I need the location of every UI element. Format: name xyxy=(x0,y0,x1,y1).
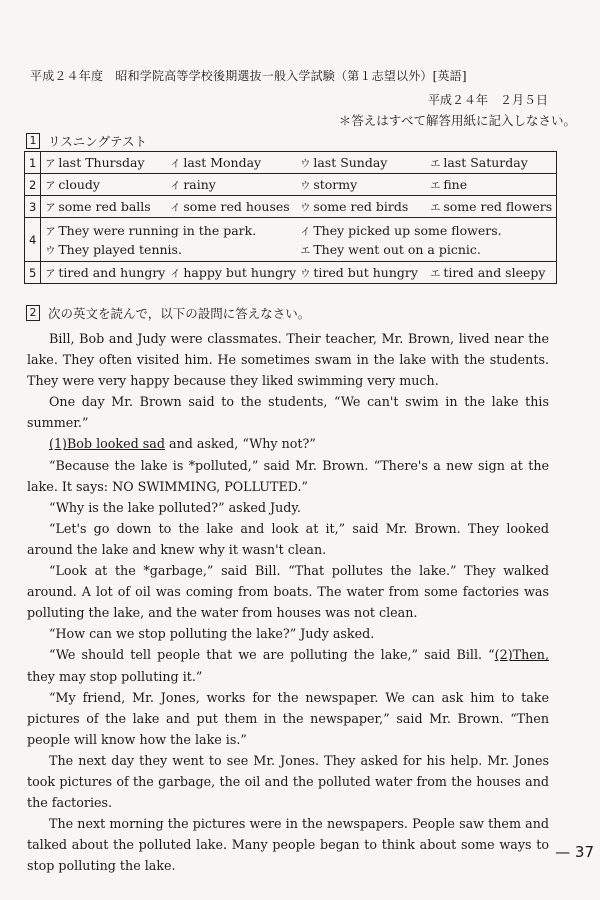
paragraph: (1)Bob looked sad and asked, “Why not?” xyxy=(49,436,316,452)
paragraph: “My friend, Mr. Jones, works for the newspaper. We can ask him to take pictures of the lake and put them in the newspaper,” said Mr. Brown. “Then people will know how the lake is.” xyxy=(27,689,549,747)
page-number: — 37 xyxy=(555,843,594,861)
question-number: 2 xyxy=(25,174,41,196)
paragraph: “Because the lake is *polluted,” said Mr. Brown. “There's a new sign at the lake. It says: NO SWIMMING, POLLUTED.” xyxy=(27,457,549,494)
section-1-heading xyxy=(26,132,147,150)
choice-a: ア tired and hungry xyxy=(45,265,166,280)
section-number-box: 2 xyxy=(26,305,40,321)
table-row xyxy=(25,262,557,284)
choice-a: ア some red balls xyxy=(45,199,151,214)
listening-choices-table xyxy=(24,151,557,284)
table-row xyxy=(25,174,557,196)
table-row xyxy=(25,218,557,262)
choice-c: ウ stormy xyxy=(300,177,358,192)
paragraph: “Look at the *garbage,” said Bill. “That pollutes the lake.” They walked around. A lot of oil was coming from boats. The water from some factories was polluting the lake, and the water from houses was not clean. xyxy=(27,563,549,621)
section-2-heading xyxy=(26,304,310,322)
paragraph: “We should tell people that we are polluting the lake,” said Bill. “(2)Then, they may stop polluting it.” xyxy=(27,647,549,684)
choice-c: ウ tired but hungry xyxy=(300,265,418,280)
choice-a: ア last Thursday xyxy=(45,155,145,170)
section-title: リスニングテスト xyxy=(48,134,148,149)
choice-d: エ last Saturday xyxy=(430,155,528,170)
choice-a: ア cloudy xyxy=(45,177,100,192)
question-number: 3 xyxy=(25,196,41,218)
question-number: 4 xyxy=(25,218,41,262)
exam-instruction: ＊答えはすべて解答用紙に記入しなさい。 xyxy=(338,113,576,128)
choice-c: ウ some red birds xyxy=(300,199,409,214)
choice-d: エ fine xyxy=(430,177,468,192)
choice-b: イ rainy xyxy=(170,177,216,192)
choice-b: イ They picked up some flowers. xyxy=(300,222,502,238)
choice-b: イ some red houses xyxy=(170,199,290,214)
underlined-phrase-2: (2)Then, xyxy=(494,647,549,663)
underlined-phrase-1: (1)Bob looked sad xyxy=(49,436,165,452)
choice-b: イ last Monday xyxy=(170,155,262,170)
table-row xyxy=(25,196,557,218)
choice-d: エ They went out on a picnic. xyxy=(300,241,481,257)
exam-title: 平成２４年度 昭和学院高等学校後期選抜一般入学試験（第１志望以外）[英語] xyxy=(30,69,467,83)
choice-b: イ happy but hungry xyxy=(170,265,297,280)
paragraph: “Let's go down to the lake and look at it,” said Mr. Brown. They looked around the lake and knew why it wasn't clean. xyxy=(27,520,549,557)
paragraph: “How can we stop polluting the lake?” Judy asked. xyxy=(49,626,375,642)
paragraph: One day Mr. Brown said to the students, “We can't swim in the lake this summer.” xyxy=(27,394,549,431)
reading-passage xyxy=(27,328,549,876)
question-number: 1 xyxy=(25,152,41,174)
choice-c: ウ last Sunday xyxy=(300,155,388,170)
section-title: 次の英文を読んで，以下の設問に答えなさい。 xyxy=(48,306,311,321)
choice-d: エ tired and sleepy xyxy=(430,265,546,280)
exam-date: 平成２４年 ２月５日 xyxy=(427,93,548,107)
choice-d: エ some red flowers xyxy=(430,199,553,214)
table-row xyxy=(25,152,557,174)
paragraph: The next morning the pictures were in the newspapers. People saw them and talked about the polluted lake. Many people began to think about some ways to stop polluting the lake. xyxy=(27,816,549,874)
paragraph: Bill, Bob and Judy were classmates. Their teacher, Mr. Brown, lived near the lake. They often visited him. He sometimes swam in the lake with the students. They were very happy because they liked swimming very much. xyxy=(27,331,549,389)
choice-a: ア They were running in the park. xyxy=(45,222,257,238)
question-number: 5 xyxy=(25,262,41,284)
choice-c: ウ They played tennis. xyxy=(45,241,182,257)
paragraph: “Why is the lake polluted?” asked Judy. xyxy=(49,499,301,515)
section-number-box: 1 xyxy=(26,133,40,149)
paragraph: The next day they went to see Mr. Jones. They asked for his help. Mr. Jones took pictures of the garbage, the oil and the polluted water from the houses and the factories. xyxy=(27,752,549,811)
